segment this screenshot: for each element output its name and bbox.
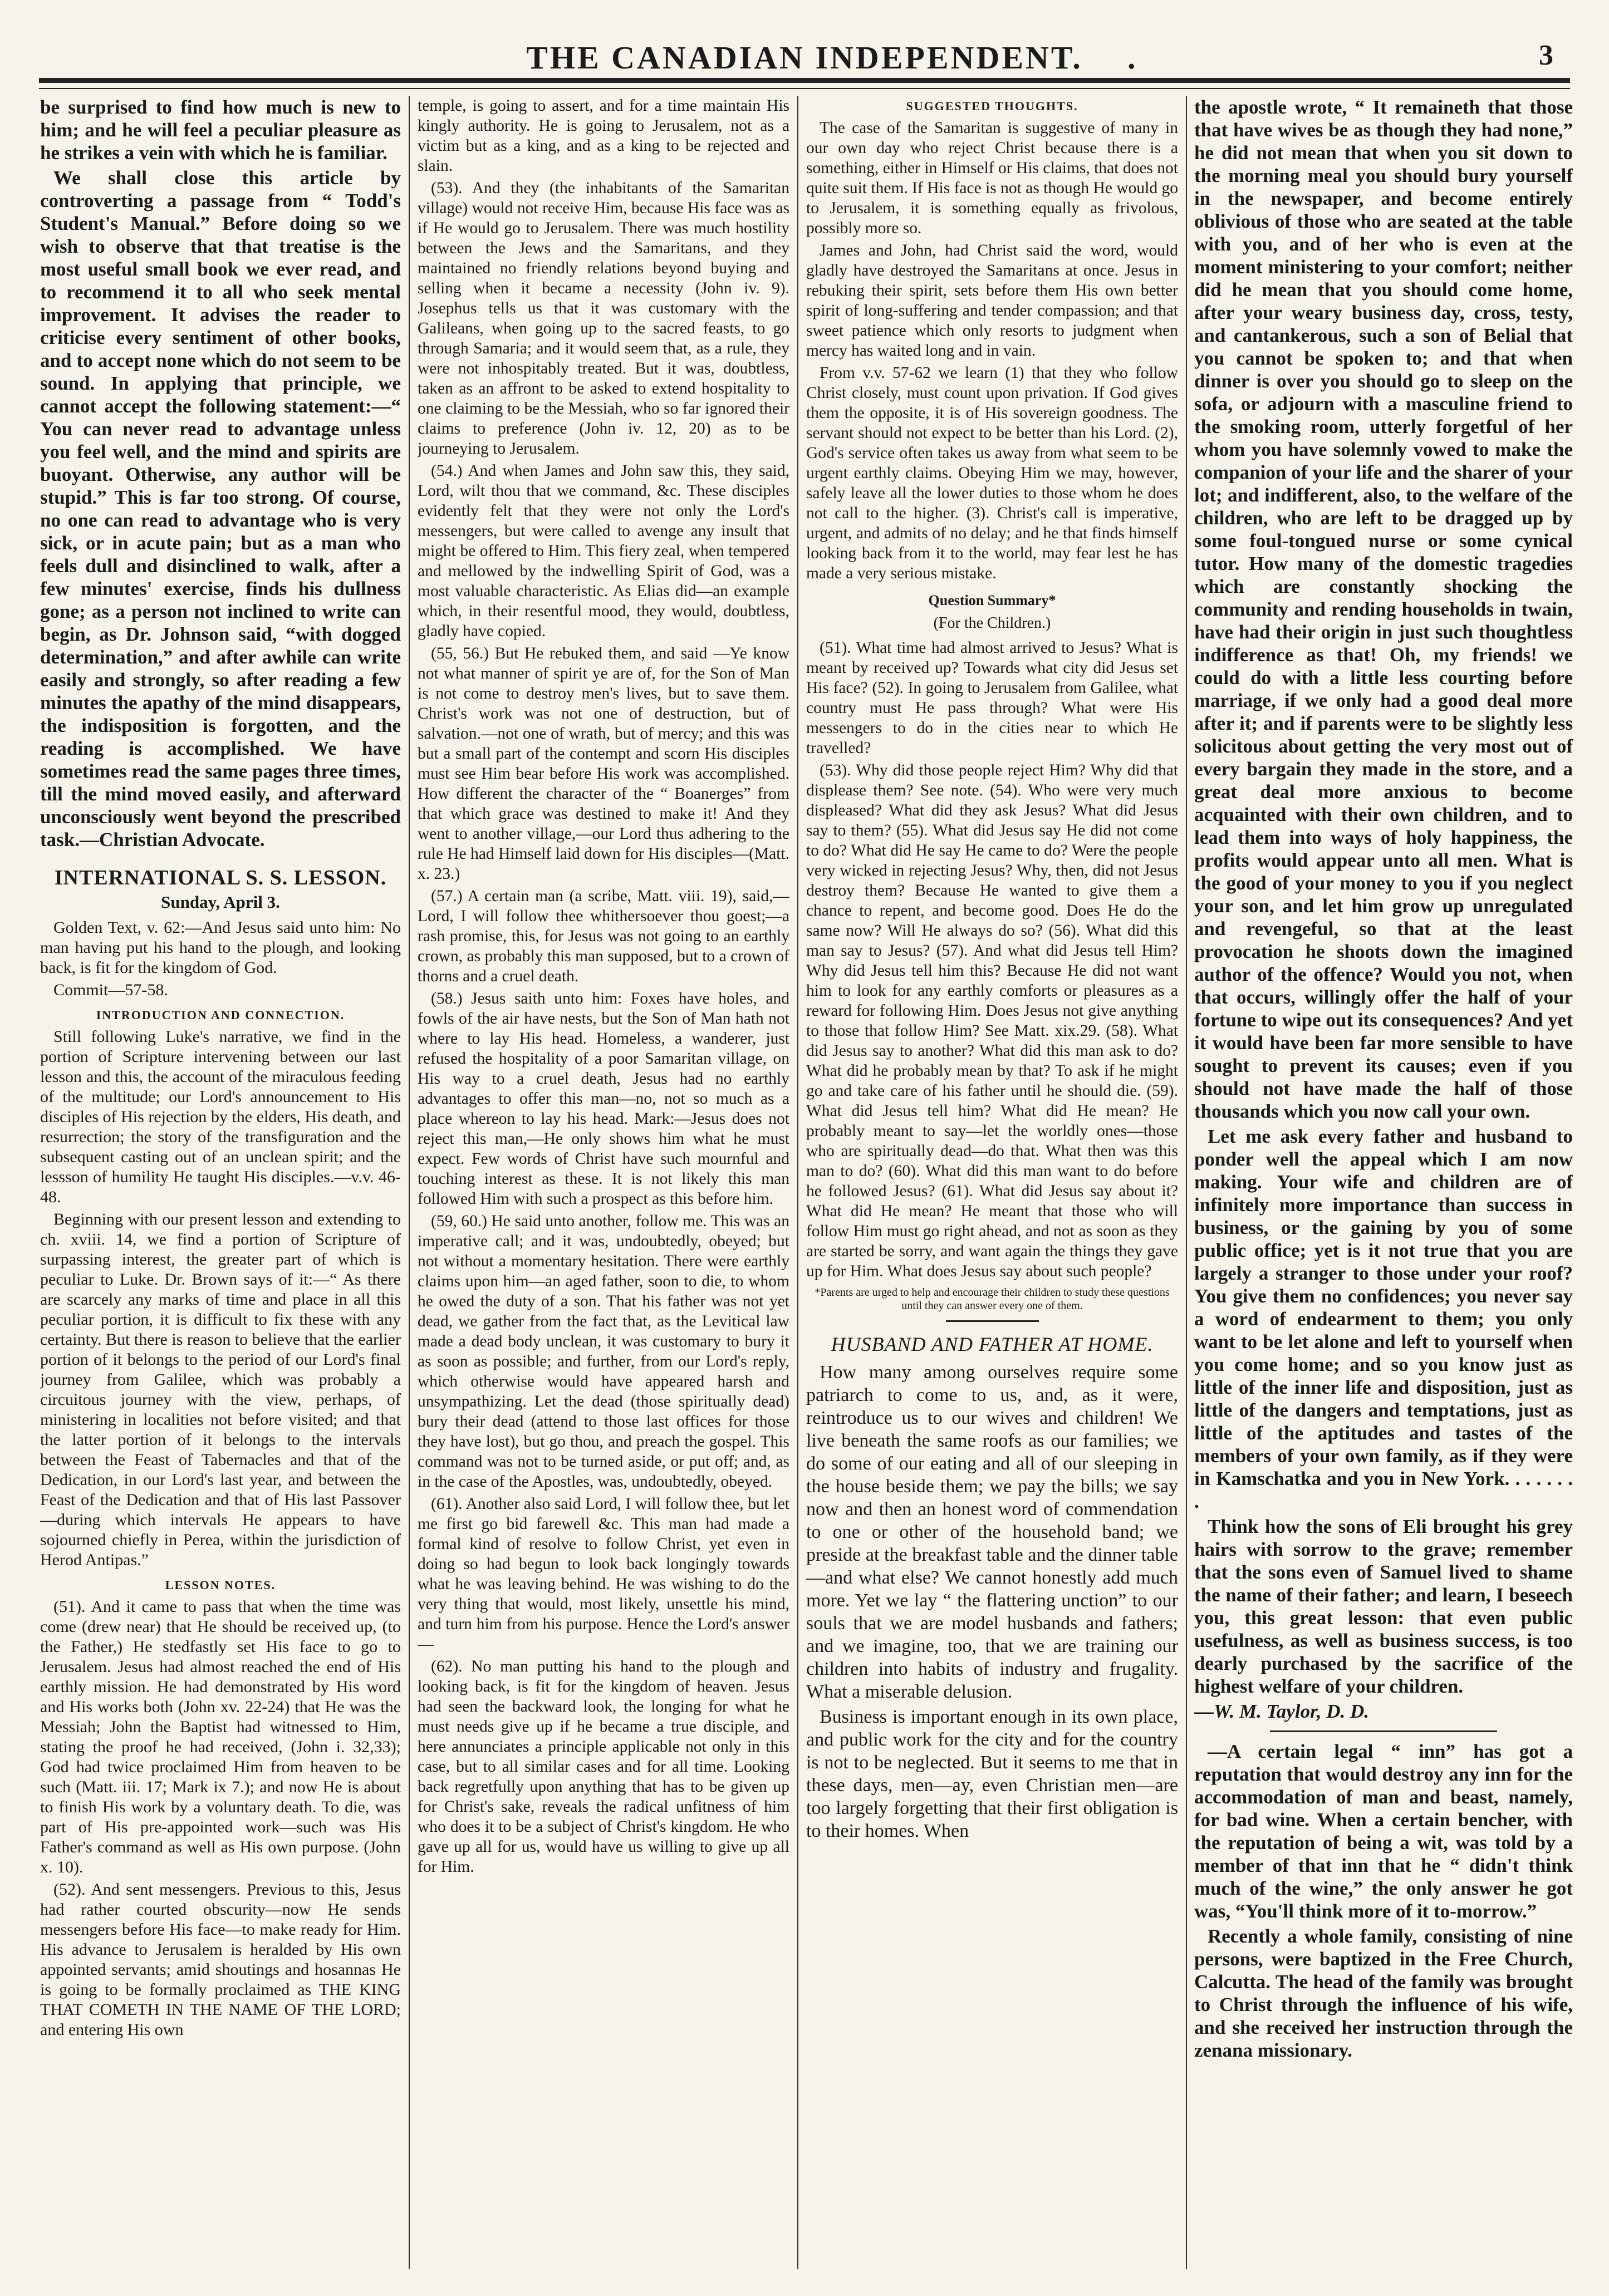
notes-heading: LESSON NOTES. bbox=[165, 1578, 276, 1592]
lesson-note: temple, is going to assert, and for a time maintain His kingly authority. He is going to Jerusalem, not as a victim but as a king, and as a king to be rejected and slain. bbox=[418, 97, 789, 175]
question-paragraph: (53). Why did those people reject Him? Why did that displease them? See note. (54). Who were very much displeased? What did they ask Jesus? What did Jesus say to them? (55). What did Jesus say He did not come to do? What did He say He came to do? Were the people very wicked in rejecting Jesus? Why, then, did not Jesus destroy them? Because He wanted to give them a chance to repent, and become good. Does He do the same now? Will He always do so? (56). What did this man say to Jesus? (57). And what did Jesus tell Him? Why did Jesus tell him this? Because He did not want him to look for any earthly comforts or pleasures as a reward for following Him. Does Jesus not give anything to those that follow Him? See Matt. xix.29. (58). What did Jesus say to another? What did this man ask to do? What did he probably mean by that? To ask if he might go and take care of his father until he should die. (59). What did Jesus tell him? What did He mean? He probably meant to say—let the worldly ones—those who are spiritually dead—do that. What then was this man to do? (60). What did this man want to do before he followed Jesus? (61). What did Jesus say about it? What did He mean? He meant that those who will follow Him must go right ahead, and not as soon as they are started be sorry, and want again the things they gave up for Him. What does Jesus say about such people? bbox=[806, 761, 1178, 1280]
page-header bbox=[39, 33, 1570, 100]
page-number: 3 bbox=[1539, 40, 1553, 71]
lesson-note: (51). And it came to pass that when the time was come (drew near) that He should be received up, (to the Father,) He stedfastly set His face to go to Jerusalem. Jesus had almost reached the end of His earthly mission. He had demonstrated by His word and His works both (John xv. 22-24) that He was the Messiah; John the Baptist had witnessed to Him, stating the proof he had received, (John i. 32,33); God had twice proclaimed Him from heaven to be such (Matt. iii. 17; Mark ix 7.); and now He is about to finish His work by a voluntary death. To die, was part of His pre-appointed work—such was His Father's command as well as His own purpose. (John x. 10). bbox=[40, 1597, 401, 1876]
article-paragraph: Business is important enough in its own place, and public work for the city and for the country is not to be neglected. But it seems to me that in these days, men—ay, even Christian men—are too largely forgetting that their first obligation is to their homes. When bbox=[806, 1707, 1178, 1841]
newspaper-title: THE CANADIAN INDEPENDENT. bbox=[526, 40, 1083, 76]
lesson-note: (57.) A certain man (a scribe, Matt. viii. 19), said,—Lord, I will follow thee whithersoever thou goest;—a rash promise, this, for Jesus was not going to an earthly crown, as probably this man supposed, but to a crown of thorns and a cruel death. bbox=[418, 887, 789, 985]
column-divider bbox=[1186, 96, 1187, 2269]
lesson-note: (59, 60.) He said unto another, follow me. This was an imperative call; and it was, undoubtedly, obeyed; but not without a momentary hesitation. There were earthly claims upon him—an aged father, soon to die, to whom he owed the duty of a son. That his father was not yet dead, we gather from the fact that, as the Levitical law made a dead body unclean, it was customary to bury it as soon as possible; and further, from our Lord's reply, which otherwise would have appeared harsh and unsympathizing. Let the dead (those spiritually dead) bury their dead (attend to those last offices for those they have lost), but go thou, and preach the gospel. This command was not to be turned aside, or put off; and, as in the case of the Apostles, was, undoubtedly, obeyed. bbox=[418, 1212, 789, 1491]
suggested-thoughts-heading: SUGGESTED THOUGHTS. bbox=[906, 99, 1078, 113]
article-paragraph: the apostle wrote, “ It remaineth that those that have wives be as though they had none,” he did not mean that when you sit down to the morning meal you should bury yourself in the newspaper, and become entirely oblivious of those who are seated at the table with you, and of her who is even at the moment ministering to your comfort; neither did he mean that you should come home, after your weary business day, cross, testy, and cantankerous, such a son of Belial that you cannot be spoken to; and that when dinner is over you should go to sleep on the sofa, or adjourn with a masculine friend to the smoking room, utterly forgetful of her whom you have solemnly vowed to make the companion of your life and the sharer of your lot; and indifferent, also, to the welfare of the children, who are left to be dragged up by some foul-tongued nurse or some cynical tutor. How many of the domestic tragedies which are constantly shocking the community and rending households in twain, have had their origin in just such thoughtless indifference as that! Oh, my friends! we could do with a little less courting before marriage, if we only had a good deal more after it; and if parents were to be slightly less solicitous about getting the very most out of every bargain they made in the store, and a great deal more anxious to become acquainted with their own children, and to lead them into ways of holy happiness, the profits would appear unto all men. What is the good of your money to you if you neglect your son, and let him grow up unregulated and revengeful, so that at the least provocation he shoots down the imagined author of the offence? Would you not, when that occurs, willingly offer the half of your fortune to wipe out its consequences? And yet it would have been far more sensible to have sought to prevent its causes; even if you should not have made the half of those thousands which you now call your own. bbox=[1194, 96, 1573, 1122]
column-1 bbox=[40, 96, 401, 2269]
header-rule bbox=[39, 78, 1570, 83]
golden-text: Golden Text, v. 62:—And Jesus said unto him: No man having put his hand to the plough, and looking back, is fit for the kingdom of God. bbox=[40, 918, 401, 977]
author-signature: —W. M. Taylor, D. D. bbox=[1194, 1700, 1370, 1722]
column-4 bbox=[1194, 96, 1573, 2269]
lesson-heading: INTERNATIONAL S. S. LESSON. bbox=[54, 866, 387, 889]
question-paragraph: (51). What time had almost arrived to Jesus? What is meant by received up? Towards what city did Jesus set His face? (52). In going to Jerusalem from Galilee, what country must He pass through? What were His messengers to do in the cities near to which He travelled? bbox=[806, 639, 1178, 757]
lesson-note: (53). And they (the inhabitants of the Samaritan village) would not receive Him, because His face was as if He would go to Jerusalem. There was much hostility between the Jews and the Samaritans, and they maintained no friendly relations beyond buying and selling when it became a necessity (John iv. 9). Josephus tells us that it was customary with the Galileans, when going up to the sacred feasts, to go through Samaria; and it would seem that, as a rule, they were not inhospitably treated. But it was, doubtless, taken as an affront to be asked to extend hospitality to one claiming to be the Messiah, who so far ignored their claims to preference (John iv. 12, 20) as to be journeying to Jerusalem. bbox=[418, 179, 789, 458]
commit-verses: Commit—57-58. bbox=[53, 981, 168, 999]
article-paragraph: How many among ourselves require some patriarch to come to us, and, as it were, reintroduce us to our wives and children! We live beneath the same roofs as our families; we do some of our eating and all of our sleeping in the house beside them; we pay the bills; we say now and then an honest word of commendation to one or other of the household band; we preside at the breakfast table and the dinner table—and what else? We cannot honestly add much more. Yet we lay “ the flattering unction” to our souls that we are model husbands and fathers; and we imagine, too, that we are training our children into habits of industry and frugality. What a miserable delusion. bbox=[806, 1362, 1178, 1702]
anecdote-paragraph: —A certain legal “ inn” has got a reputation that would destroy any inn for the accommodation of man and beast, namely, for bad wine. When a certain bencher, with the reputation of being a wit, was told by a member of that inn that he “ didn't think much of the wine,” the only answer he got was, “You'll think more of it to-morrow.” bbox=[1194, 1741, 1573, 1922]
question-summary-subheading: (For the Children.) bbox=[933, 614, 1051, 632]
intro-paragraph: Still following Luke's narrative, we find in the portion of Scripture intervening between our last lesson and this, the account of the miraculous feeding of the multitude; our Lord's announcement to His disciples of His rejection by the elders, His death, and resurrection; the story of the transfiguration and the subsequent casting out of an unclean spirit; and the lessson of humility He taught His disciples.—v.v. 46-48. bbox=[40, 1027, 401, 1206]
thought-paragraph: From v.v. 57-62 we learn (1) that they who follow Christ closely, must count upon privation. If God gives them the opposite, it is of His sovereign goodness. The servant should not expect to be better than his Lord. (2), God's service often takes us away from what seem to be urgent earthly claims. Obeying Him we may, however, safely leave all the lower duties to those whom he does not call to the higher. (3). Christ's call is imperative, urgent, and admits of no delay; and he that finds himself looking back from it to the world, may fear lest he has made a very serious mistake. bbox=[806, 364, 1178, 582]
column-divider bbox=[797, 96, 798, 2269]
header-dot: . bbox=[1127, 40, 1136, 76]
article-paragraph: be surprised to find how much is new to him; and he will feel a peculiar pleasure as he strikes a vein with which he is familiar. bbox=[40, 96, 401, 164]
intro-paragraph: Beginning with our present lesson and extending to ch. xviii. 14, we find a portion of Scripture of surpassing interest, the greater part of which is peculiar to Luke. Dr. Brown says of it:—“ As there are scarcely any marks of time and place in all this peculiar portion, it is difficult to fix these with any certainty. But there is reason to believe that the earlier portion of it belongs to the period of our Lord's final journey from Galilee, which was probably a circuitous journey with the view, perhaps, of ministering in localities not before visited; and that the latter portion of it belongs to the intervals between the Feast of Tabernacles and that of the Dedication, in our Lord's last year, and between the Feast of the Dedication and that of His last Passover—during which intervals He appears to have sojourned chiefly in Perea, within the jurisdiction of Herod Antipas.” bbox=[40, 1210, 401, 1569]
lesson-note: (58.) Jesus saith unto him: Foxes have holes, and fowls of the air have nests, but the Son of Man hath not where to lay His head. Homeless, a wanderer, just refused the hospitality of a poor Samaritan village, on His way to a cruel death, Jesus had no earthly advantages to offer this man—no, not so much as a place whereon to lay his head. Mark:—Jesus does not reject this man,—He only shows him what he must expect. Few words of Christ have such mournful and touching interest as these. It is not likely this man followed Him with such a prospect as this before him. bbox=[418, 990, 789, 1208]
footnote: *Parents are urged to help and encourage their children to study these questions until they can answer every one of them. bbox=[815, 1286, 1170, 1312]
section-divider bbox=[1270, 1730, 1497, 1732]
article-paragraph: Think how the sons of Eli brought his grey hairs with sorrow to the grave; remember that the sons even of Samuel lived to shame the name of their father; and learn, I beseech you, this great lesson: that even public usefulness, as well as business success, is too dearly purchased by the sacrifice of the highest welfare of your children. bbox=[1194, 1516, 1573, 1697]
section-divider bbox=[946, 1320, 1039, 1322]
thought-paragraph: The case of the Samaritan is suggestive of many in our own day who reject Christ because there is a something, either in Himself or His claims, that does not quite suit them. If His face is not as though He would go to Jerusalem, it is something equally as frivolous, possibly more so. bbox=[806, 119, 1178, 237]
lesson-note: (62). No man putting his hand to the plough and looking back, is fit for the kingdom of heaven. Jesus had seen the backward look, the longing for what he must needs give up if he became a true disciple, and here annunciates a principle applicable not only in this case, but to all similar cases and for all time. Looking back regretfully upon anything that has to be given up for Christ's sake, reveals the radical unfitness of him who does it to be a subject of Christ's kingdom. He who gave up all for us, would have us willing to give up all for Him. bbox=[418, 1658, 789, 1876]
lesson-note: (54.) And when James and John saw this, they said, Lord, wilt thou that we command, &c. These disciples evidently felt that they were not only the Lord's messengers, but were called to avenge any insult that might be offered to Him. This fiery zeal, when tempered and mellowed by the indwelling Spirit of God, was a most valuable characteristic. As Elias did—an example which, in their resentful mood, they would, doubtless, gladly have copied. bbox=[418, 462, 789, 640]
lesson-date: Sunday, April 3. bbox=[161, 892, 280, 912]
column-2 bbox=[418, 96, 789, 2269]
question-summary-heading: Question Summary* bbox=[928, 592, 1056, 608]
column-3 bbox=[806, 96, 1178, 2269]
lesson-note: (55, 56.) But He rebuked them, and said —Ye know not what manner of spirit ye are of, for the Son of Man is not come to destroy men's lives, but to save them. Christ's work was not one of destruction, but of salvation.—not one of wrath, but of mercy; and this was but a small part of the contempt and scorn His disciples must see Him bear before His work was accomplished. How different the character of the “ Boanerges” from that which grace was destined to make it! And they went to another village,—our Lord thus adhering to the rule He had Himself laid down for His disciples—(Matt. x. 23.) bbox=[418, 645, 789, 883]
lesson-note: (61). Another also said Lord, I will follow thee, but let me first go bid farewell &c. This man had made a formal kind of resolve to follow Christ, yet even in doing so had begun to look back longingly towards what he was leaving behind. He was wishing to do the very thing that would, most likely, unsettle his mind, and turn him from his purpose. Hence the Lord's answer— bbox=[418, 1495, 789, 1653]
thought-paragraph: James and John, had Christ said the word, would gladly have destroyed the Samaritans at once. Jesus in rebuking their spirit, sets before them His own better spirit of long-suffering and tender compassion; and that sweet patience which only resorts to judgment when mercy has waited long and in vain. bbox=[806, 242, 1178, 360]
article-title: HUSBAND AND FATHER AT HOME. bbox=[831, 1333, 1154, 1355]
intro-heading: INTRODUCTION AND CONNECTION. bbox=[96, 1008, 345, 1022]
article-paragraph: Let me ask every father and husband to ponder well the appeal which I am now making. Your wife and children are of infinitely more importance than success in business, or the gaining by you of some public office; yet is it not true that you are largely a stranger to those under your roof? You give them no confidences; you never say a word of endearment to them; you only want to be let alone and left to yourself when you come home; and so you know just as little of the inner life and disposition, just as little of the dangers and temptations, just as little of the aptitudes and tastes of the members of your own family, as if they were in Kamschatka and you in New York. . . . . . . . bbox=[1194, 1125, 1573, 1512]
column-divider bbox=[409, 96, 410, 2269]
news-paragraph: Recently a whole family, consisting of nine persons, were baptized in the Free Church, Calcutta. The head of the family was brought to Christ through the influence of his wife, and she received her instruction through the zenana missionary. bbox=[1194, 1925, 1573, 2061]
article-paragraph: We shall close this article by controverting a passage from “ Todd's Student's Manual.” Before doing so we wish to observe that that treatise is the most useful small book we ever read, and to recommend it to all who seek mental improvement. It advises the reader to criticise every sentiment of other books, and to accept none which do not seem to be sound. In applying that principle, we cannot accept the following statement:—“ You can never read to advantage unless you feel well, and the mind and spirits are buoyant. Otherwise, any author will be stupid.” This is far too strong. Of course, no one can read to advantage who is very sick, or in acute pain; but as a man who feels dull and disinclined to walk, after a few minutes' exercise, finds his dullness gone; as a person not inclined to write can begin, as Dr. Johnson said, “with dogged determination,” and after awhile can write easily and strongly, so after reading a few minutes the apathy of the mind disappears, the indisposition is forgotten, and the reading is accomplished. We have sometimes read the same pages three times, till the mind moved easily, and afterward unconsciously went beyond the prescribed task.—Christian Advocate. bbox=[40, 167, 401, 850]
lesson-note: (52). And sent messengers. Previous to this, Jesus had rather courted obscurity—now He sends messengers before His face—to make ready for Him. His advance to Jerusalem is heralded by His own appointed servants; amid shoutings and hosannas He is going to be formally proclaimed as THE KING THAT COMETH IN THE NAME OF THE LORD; and entering His own bbox=[40, 1880, 401, 2039]
header-rule-thin bbox=[39, 88, 1570, 89]
